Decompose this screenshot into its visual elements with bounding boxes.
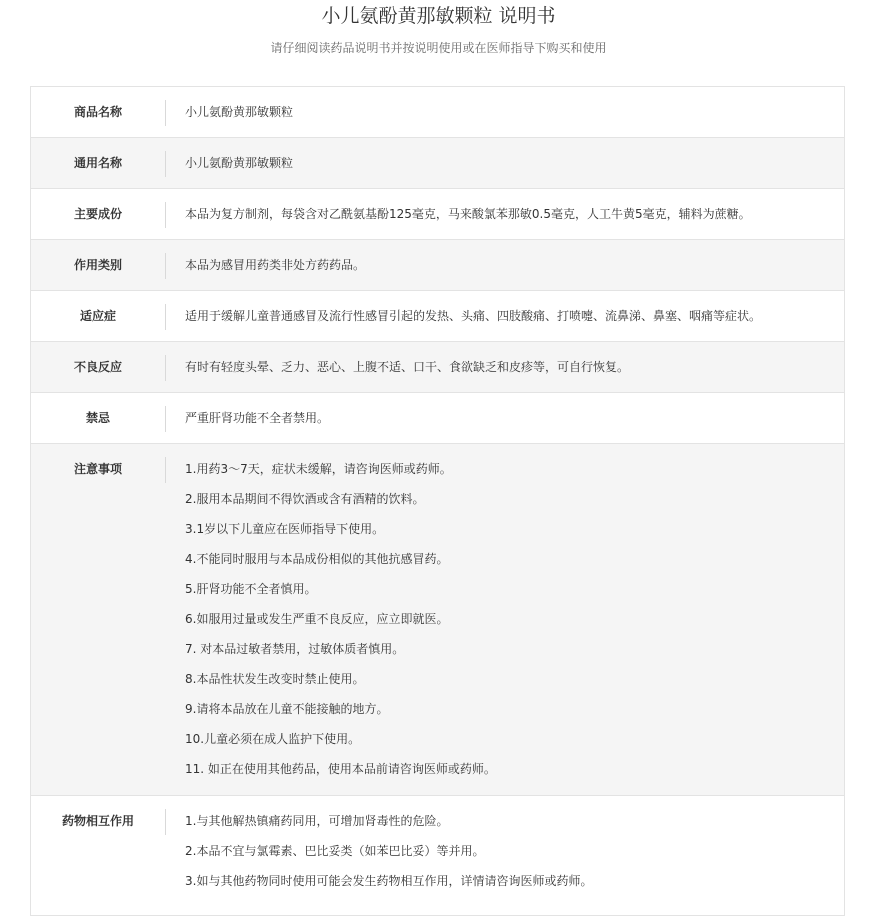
list-item: 1.与其他解热镇痛药同用，可增加肾毒性的危险。 [185, 814, 449, 828]
list-item: 11. 如正在使用其他药品，使用本品前请咨询医师或药师。 [185, 762, 496, 776]
column-divider [165, 457, 166, 483]
table-row-contraindications [31, 393, 844, 444]
table-row-indications [31, 291, 844, 342]
list-item: 9.请将本品放在儿童不能接触的地方。 [185, 702, 389, 716]
column-divider [165, 809, 166, 835]
row-label: 注意事项 [73, 462, 122, 476]
instructions-table [30, 86, 845, 916]
list-item: 5.肝肾功能不全者慎用。 [185, 582, 317, 596]
list-item: 4.不能同时服用与本品成份相似的其他抗感冒药。 [185, 552, 449, 566]
precautions-list [185, 454, 834, 784]
row-label: 作用类别 [73, 258, 122, 272]
page-subtitle: 请仔细阅读药品说明书并按说明使用或在医师指导下购买和使用 [270, 41, 607, 55]
list-item: 2.本品不宜与氯霉素、巴比妥类（如苯巴比妥）等并用。 [185, 844, 485, 858]
column-divider [165, 253, 166, 279]
table-row-trade-name [31, 87, 844, 138]
column-divider [165, 202, 166, 228]
column-divider [165, 304, 166, 330]
row-label: 主要成份 [73, 207, 122, 221]
row-label: 适应症 [79, 309, 116, 323]
row-value: 本品为复方制剂，每袋含对乙酰氨基酚125毫克，马来酸氯苯那敏0.5毫克，人工牛黄5毫克，辅料为蔗糖。 [185, 207, 751, 221]
table-row-precautions [31, 444, 844, 796]
row-value: 本品为感冒用药类非处方药药品。 [185, 258, 366, 272]
row-label: 商品名称 [73, 105, 122, 119]
table-row-adverse-reactions [31, 342, 844, 393]
table-row-interactions [31, 796, 844, 916]
table-row-generic-name [31, 138, 844, 189]
row-label: 不良反应 [73, 360, 122, 374]
row-value: 严重肝肾功能不全者禁用。 [185, 411, 330, 425]
list-item: 7. 对本品过敏者禁用，过敏体质者慎用。 [185, 642, 405, 656]
page-title: 小儿氨酚黄那敏颗粒 说明书 [321, 5, 556, 27]
column-divider [165, 151, 166, 177]
row-label: 禁忌 [85, 411, 110, 425]
list-item: 10.儿童必须在成人监护下使用。 [185, 732, 361, 746]
row-value: 小儿氨酚黄那敏颗粒 [185, 156, 294, 170]
list-item: 8.本品性状发生改变时禁止使用。 [185, 672, 365, 686]
table-row-ingredients [31, 189, 844, 240]
list-item: 2.服用本品期间不得饮酒或含有酒精的饮料。 [185, 492, 425, 506]
column-divider [165, 406, 166, 432]
list-item: 3.如与其他药物同时使用可能会发生药物相互作用，详情请咨询医师或药师。 [185, 874, 593, 888]
table-row-category [31, 240, 844, 291]
interactions-list [185, 806, 834, 896]
row-label: 药物相互作用 [61, 814, 134, 828]
list-item: 1.用药3～7天，症状未缓解，请咨询医师或药师。 [185, 462, 452, 476]
list-item: 3.1岁以下儿童应在医师指导下使用。 [185, 522, 385, 536]
row-value: 有时有轻度头晕、乏力、恶心、上腹不适、口干、食欲缺乏和皮疹等，可自行恢复。 [185, 360, 630, 374]
column-divider [165, 100, 166, 126]
row-label: 通用名称 [73, 156, 122, 170]
row-value: 小儿氨酚黄那敏颗粒 [185, 105, 294, 119]
list-item: 6.如服用过量或发生严重不良反应，应立即就医。 [185, 612, 449, 626]
column-divider [165, 355, 166, 381]
row-value: 适用于缓解儿童普通感冒及流行性感冒引起的发热、头痛、四肢酸痛、打喷嚏、流鼻涕、鼻塞、咽痛等症状。 [185, 309, 762, 323]
